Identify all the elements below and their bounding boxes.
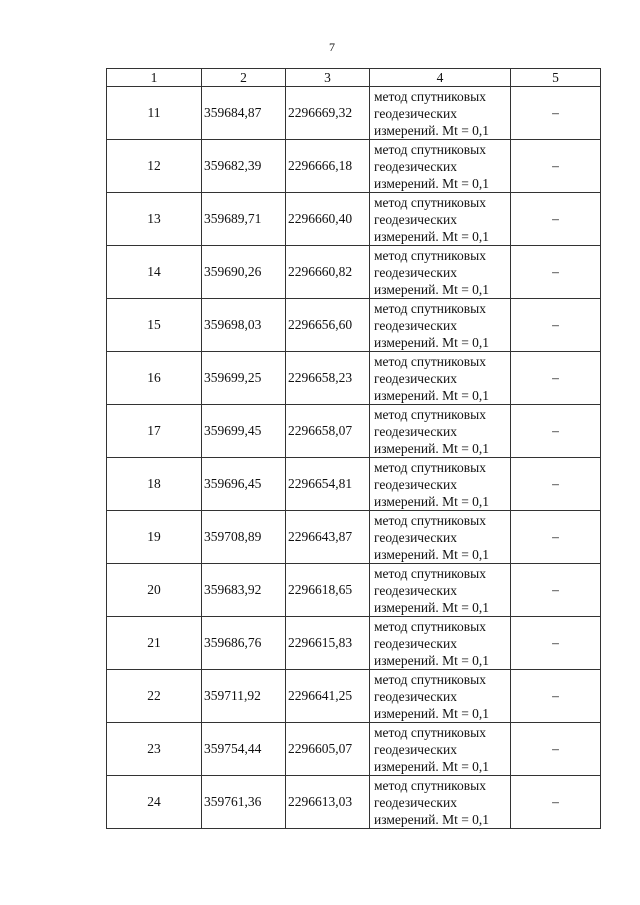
method-cell: метод спутниковых геодезических измерений. Mt = 0,1 — [370, 246, 511, 299]
note-cell: – — [511, 617, 601, 670]
x-coordinate-cell: 359689,71 — [202, 193, 286, 246]
y-coordinate-cell: 2296658,23 — [286, 352, 370, 405]
table-row — [107, 723, 601, 776]
table-row — [107, 405, 601, 458]
point-number-cell: 22 — [107, 670, 202, 723]
method-cell: метод спутниковых геодезических измерений. Mt = 0,1 — [370, 511, 511, 564]
note-cell: – — [511, 723, 601, 776]
x-coordinate-cell: 359684,87 — [202, 87, 286, 140]
x-coordinate-cell: 359683,92 — [202, 564, 286, 617]
method-cell: метод спутниковых геодезических измерений. Mt = 0,1 — [370, 723, 511, 776]
table-row — [107, 87, 601, 140]
table-row — [107, 299, 601, 352]
y-coordinate-cell: 2296660,82 — [286, 246, 370, 299]
note-cell: – — [511, 776, 601, 829]
point-number-cell: 19 — [107, 511, 202, 564]
table-row — [107, 511, 601, 564]
y-coordinate-cell: 2296613,03 — [286, 776, 370, 829]
note-cell: – — [511, 405, 601, 458]
point-number-cell: 15 — [107, 299, 202, 352]
table-row — [107, 352, 601, 405]
y-coordinate-cell: 2296666,18 — [286, 140, 370, 193]
note-cell: – — [511, 87, 601, 140]
table-row — [107, 617, 601, 670]
y-coordinate-cell: 2296669,32 — [286, 87, 370, 140]
x-coordinate-cell: 359754,44 — [202, 723, 286, 776]
note-cell: – — [511, 193, 601, 246]
header-cell-2: 2 — [202, 69, 286, 87]
point-number-cell: 12 — [107, 140, 202, 193]
note-cell: – — [511, 511, 601, 564]
x-coordinate-cell: 359682,39 — [202, 140, 286, 193]
point-number-cell: 20 — [107, 564, 202, 617]
point-number-cell: 23 — [107, 723, 202, 776]
table-row — [107, 193, 601, 246]
y-coordinate-cell: 2296641,25 — [286, 670, 370, 723]
note-cell: – — [511, 140, 601, 193]
point-number-cell: 17 — [107, 405, 202, 458]
y-coordinate-cell: 2296660,40 — [286, 193, 370, 246]
table-row — [107, 776, 601, 829]
header-cell-5: 5 — [511, 69, 601, 87]
header-cell-4: 4 — [370, 69, 511, 87]
method-cell: метод спутниковых геодезических измерений. Mt = 0,1 — [370, 299, 511, 352]
point-number-cell: 11 — [107, 87, 202, 140]
y-coordinate-cell: 2296615,83 — [286, 617, 370, 670]
method-cell: метод спутниковых геодезических измерений. Mt = 0,1 — [370, 617, 511, 670]
note-cell: – — [511, 458, 601, 511]
note-cell: – — [511, 352, 601, 405]
y-coordinate-cell: 2296658,07 — [286, 405, 370, 458]
x-coordinate-cell: 359699,45 — [202, 405, 286, 458]
method-cell: метод спутниковых геодезических измерений. Mt = 0,1 — [370, 352, 511, 405]
x-coordinate-cell: 359708,89 — [202, 511, 286, 564]
point-number-cell: 13 — [107, 193, 202, 246]
point-number-cell: 14 — [107, 246, 202, 299]
table-body — [107, 87, 601, 829]
method-cell: метод спутниковых геодезических измерений. Mt = 0,1 — [370, 564, 511, 617]
y-coordinate-cell: 2296656,60 — [286, 299, 370, 352]
note-cell: – — [511, 564, 601, 617]
x-coordinate-cell: 359686,76 — [202, 617, 286, 670]
y-coordinate-cell: 2296643,87 — [286, 511, 370, 564]
point-number-cell: 18 — [107, 458, 202, 511]
method-cell: метод спутниковых геодезических измерений. Mt = 0,1 — [370, 193, 511, 246]
table-row — [107, 140, 601, 193]
note-cell: – — [511, 246, 601, 299]
y-coordinate-cell: 2296618,65 — [286, 564, 370, 617]
x-coordinate-cell: 359711,92 — [202, 670, 286, 723]
point-number-cell: 16 — [107, 352, 202, 405]
table-row — [107, 670, 601, 723]
table-row — [107, 458, 601, 511]
x-coordinate-cell: 359696,45 — [202, 458, 286, 511]
method-cell: метод спутниковых геодезических измерений. Mt = 0,1 — [370, 458, 511, 511]
note-cell: – — [511, 299, 601, 352]
x-coordinate-cell: 359761,36 — [202, 776, 286, 829]
y-coordinate-cell: 2296654,81 — [286, 458, 370, 511]
method-cell: метод спутниковых геодезических измерений. Mt = 0,1 — [370, 87, 511, 140]
table-row — [107, 246, 601, 299]
coordinates-table — [106, 68, 601, 829]
method-cell: метод спутниковых геодезических измерений. Mt = 0,1 — [370, 670, 511, 723]
note-cell: – — [511, 670, 601, 723]
header-cell-1: 1 — [107, 69, 202, 87]
page-number: 7 — [329, 40, 335, 54]
x-coordinate-cell: 359698,03 — [202, 299, 286, 352]
header-cell-3: 3 — [286, 69, 370, 87]
method-cell: метод спутниковых геодезических измерений. Mt = 0,1 — [370, 776, 511, 829]
header-row — [107, 69, 601, 87]
x-coordinate-cell: 359690,26 — [202, 246, 286, 299]
method-cell: метод спутниковых геодезических измерений. Mt = 0,1 — [370, 405, 511, 458]
y-coordinate-cell: 2296605,07 — [286, 723, 370, 776]
point-number-cell: 21 — [107, 617, 202, 670]
x-coordinate-cell: 359699,25 — [202, 352, 286, 405]
table-row — [107, 564, 601, 617]
point-number-cell: 24 — [107, 776, 202, 829]
method-cell: метод спутниковых геодезических измерений. Mt = 0,1 — [370, 140, 511, 193]
